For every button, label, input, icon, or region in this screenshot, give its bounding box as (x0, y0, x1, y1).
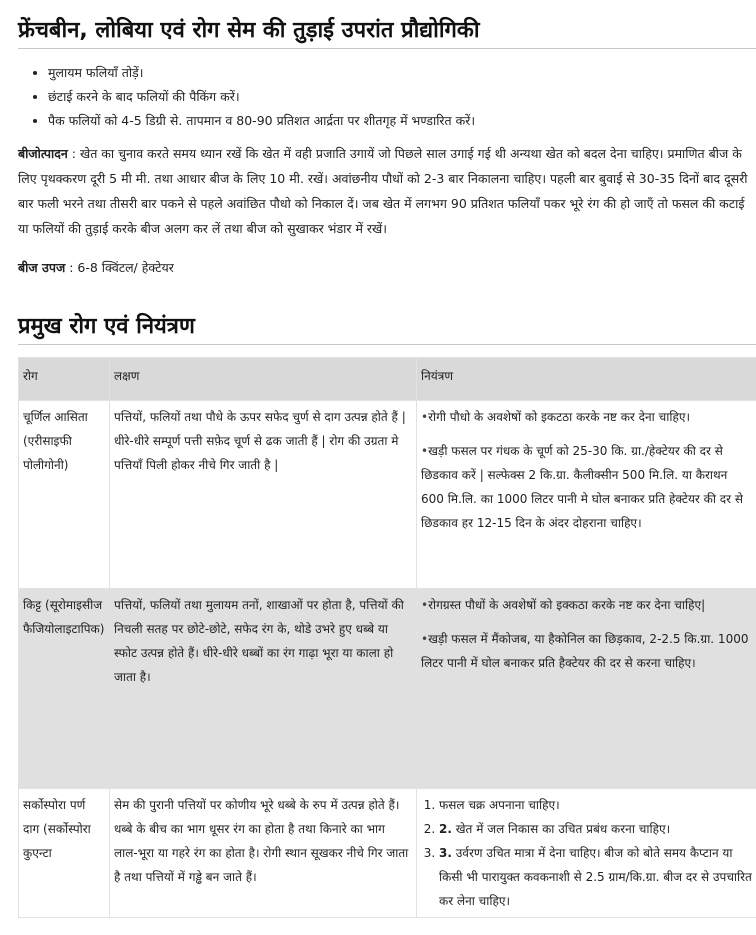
control-item: 1. फसल चक्र अपनाना चाहिए। (439, 793, 752, 817)
disease-name: सर्कोस्पोरा पर्ण दाग (सर्कोस्पोरा कुएन्टा (19, 789, 110, 918)
control-item: • खड़ी फसल में मैंकोजब, या हैकोनिल का छिड़काव, 2-2.5 कि.ग्रा. 1000 लिटर पानी में घोल बनाकर प्रति हैक्टेयर की दर से करना चाहिए। (421, 627, 752, 675)
control-item: 2. 2. खेत में जल निकास का उचित प्रबंध करना चाहिए। (439, 817, 752, 841)
section-heading-diseases: प्रमुख रोग एवं नियंत्रण (18, 310, 756, 345)
column-header-disease: रोग (19, 358, 110, 401)
control-item: 3. 3. उर्वरण उचित मात्रा में देना चाहिए। बीज को बोते समय कैप्टान या किसी भी पारायुक्त कवकनाशी से 2.5 ग्राम/कि.ग्रा. बीज दर से उपचारित कर लेना चाहिए। (439, 841, 752, 913)
control-item: • रोगी पौधो के अवशेषों को इकटठा करके नष्ट कर देना चाहिए। (421, 405, 752, 429)
disease-name: चूर्णिल आसिता (एरीसाइफी पोलीगोनी) (19, 401, 110, 589)
disease-control (417, 789, 756, 918)
disease-symptoms: पत्तियों, फलियों तथा पौधे के ऊपर सफेद चुर्ण से दाग उत्पन्न होते हैं | धीरे-धीरे सम्पूर्ण पत्ती सफ़ेद चूर्ण से ढक जाती हैं | रोग की उग्रता मे पत्तियाँ पिली होकर नीचे गिर जाती है | (110, 401, 417, 589)
column-header-symptoms: लक्षण (110, 358, 417, 401)
seed-production-text: : खेत का चुनाव करते समय ध्यान रखें कि खेत में वही प्रजाति उगायें जो पिछले साल उगाई गई थी अन्यथा खेत को बदल देना चाहिए। प्रमाणित बीज के लिए पृथक्करण दूरी 5 मी मी. तथा आधार बीज के लिए 10 मी. रखें। अवांछनीय पौधों को 2-3 बार निकालना चाहिए। पहली बार बुवाई से 30-35 दिनों बाद दूसरी बार फली भरने तथा तीसरी बार पकने से पहले अवांछित पौधो को निकाल दें। जब खेत में लगभग 90 प्रतिशत फलियाँ पकर भूरे रंग की हो जाएँ तो फसल की कटाई या फलियों की तुड़ाई करके बीज अलग कर लें तथा बीज को सुखाकर भंडार में रखें। (18, 146, 748, 236)
column-header-control: नियंत्रण (417, 358, 756, 401)
disease-symptoms: सेम की पुरानी पत्तियों पर कोणीय भूरे धब्बे के रुप में उत्पन्न होते हैं। धब्बे के बीच का भाग धूसर रंग का होता है तथा किनारे का भाग लाल-भूरा या गहरे रंग का होता है। रोगी स्थान सूखकर नीचे गिर जाता है तथा पत्तियों में गड्ढे बन जाते हैं। (110, 789, 417, 918)
control-item: • रोगग्रस्त पौधों के अवशेषों को इक्कठा करके नष्ट कर देना चाहिए| (421, 593, 752, 617)
seed-yield-paragraph (18, 255, 756, 280)
table-row (19, 589, 756, 789)
control-item: • खड़ी फसल पर गंधक के चूर्ण को 25-30 कि. ग्रा./हेक्टेयर की दर से छिडकाव करें | सल्फेक्स 2 कि.ग्रा. कैलीक्सीन 500 मि.लि. या कैराथन 600 मि.लि. का 1000 लिटर पानी मे घोल बनाकर प्रति हेक्टेयर की दर से छिडकाव हर 12-15 दिन के अंदर दोहराना चाहिए। (421, 439, 752, 535)
table-row (19, 401, 756, 589)
seed-production-paragraph (18, 141, 756, 241)
disease-control (417, 401, 756, 589)
section-heading-postharvest: फ्रेंचबीन, लोबिया एवं रोग सेम की तुड़ाई उपरांत प्रौद्योगिकी (18, 0, 756, 49)
list-item: • पैक फलियों को 4-5 डिग्री से. तापमान व 80-90 प्रतिशत आर्द्रता पर शीतगृह में भण्डारित करें। (48, 109, 756, 133)
seed-production-label: बीजोत्पादन (18, 146, 68, 161)
seed-yield-label: बीज उपज (18, 260, 66, 275)
disease-control (417, 589, 756, 789)
disease-symptoms: पत्तियों, फलियों तथा मुलायम तनों, शाखाओं पर होता है, पत्तियों की निचली सतह पर छोटे-छोटे, सफेद रंग के, थोडे उभरे हुए धब्बे या स्फोट उत्पन्न होते हैं। धीरे-धीरे धब्बों का रंग गाढ़ा भूरा या काला हो जाता है। (110, 589, 417, 789)
postharvest-list (18, 61, 756, 133)
table-header-row (19, 358, 756, 401)
list-item: • मुलायम फलियाँ तोड़ें। (48, 61, 756, 85)
disease-name: किट्ट (सूरोमाइसीज फैजियोलाइटापिक) (19, 589, 110, 789)
seed-yield-text: : 6-8 क्विंटल/ हेक्टेयर (65, 260, 174, 275)
list-item: • छंटाई करने के बाद फलियों की पैकिंग करें। (48, 85, 756, 109)
disease-table (18, 357, 756, 918)
table-row (19, 789, 756, 918)
